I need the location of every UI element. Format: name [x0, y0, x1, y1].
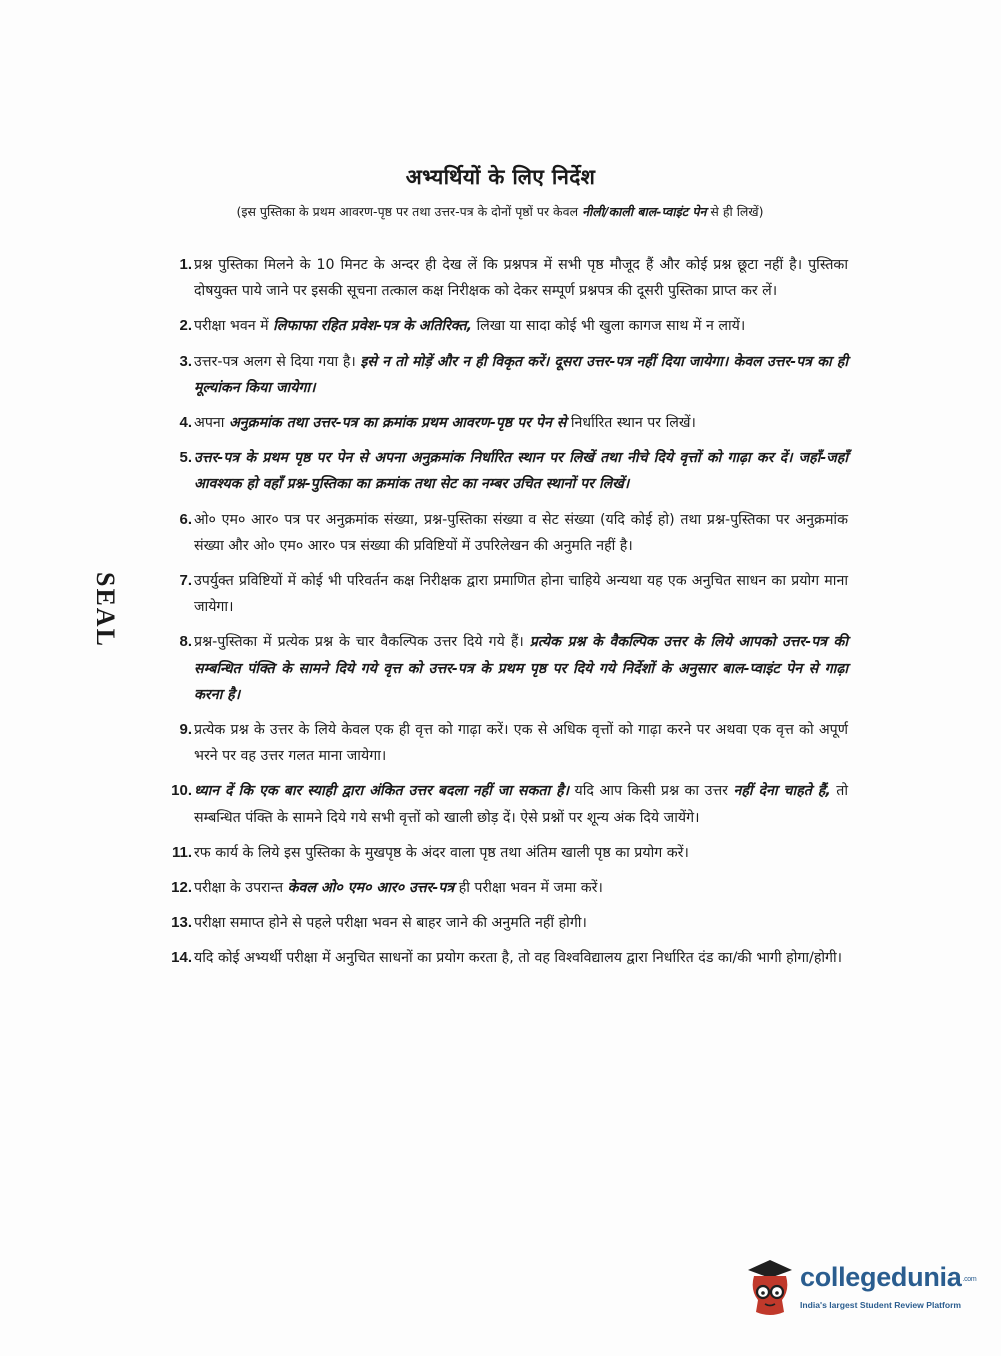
- instruction-emphasis: नहीं देना चाहते हैं,: [733, 783, 831, 800]
- page-subtitle: [150, 203, 850, 220]
- collegedunia-watermark: [744, 1256, 977, 1320]
- instruction-item: [158, 875, 848, 901]
- instruction-number: 14.: [171, 949, 192, 967]
- instruction-number: 8.: [179, 633, 192, 651]
- instruction-item: [158, 778, 848, 830]
- instruction-emphasis: अनुक्रमांक तथा उत्तर-पत्र का क्रमांक प्रथम आवरण-पृष्ठ पर पेन से: [228, 415, 567, 432]
- instruction-text: उपर्युक्त प्रविष्टियों में कोई भी परिवर्तन कक्ष निरीक्षक द्वारा प्रमाणित होना चाहिये अन्यथा यह एक अनुचित साधन का प्रयोग माना जायेगा।: [194, 573, 848, 616]
- instruction-text: अपना: [194, 415, 229, 432]
- instruction-item: [158, 840, 848, 866]
- instruction-number: 1.: [179, 256, 192, 273]
- instruction-item: [158, 313, 848, 339]
- instruction-text: ओ० एम० आर० पत्र पर अनुक्रमांक संख्या, प्रश्न-पुस्तिका संख्या व सेट संख्या (यदि कोई हो) तथा प्रश्न-पुस्तिका पर अनुक्रमांक संख्या और ओ० एम० आर० पत्र संख्या की प्रविष्टियों में उपरिलेखन की अनुमति नहीं है।: [194, 511, 848, 554]
- instruction-item: [158, 349, 848, 401]
- graduate-mascot-icon: [744, 1256, 796, 1320]
- subtitle-pre: (इस पुस्तिका के प्रथम आवरण-पृष्ठ पर तथा उत्तर-पत्र के दोनों पृष्ठों पर केवल: [236, 204, 583, 219]
- watermark-brand-suffix: .com: [962, 1276, 977, 1283]
- instruction-number: 10.: [171, 782, 192, 800]
- instruction-text: उत्तर-पत्र अलग से दिया गया है।: [194, 353, 361, 370]
- instruction-text: प्रश्न-पुस्तिका में प्रत्येक प्रश्न के चार वैकल्पिक उत्तर दिये गये हैं।: [194, 634, 530, 651]
- instruction-item: [158, 629, 848, 708]
- instruction-number: 11.: [171, 843, 192, 861]
- instruction-text: प्रत्येक प्रश्न के उत्तर के लिये केवल एक ही वृत्त को गाढ़ा करें। एक से अधिक वृत्तों को गाढ़ा करने पर अथवा एक वृत्त को अपूर्ण भरने पर वह उत्तर गलत माना जायेगा।: [194, 722, 848, 765]
- subtitle-post: से ही लिखें): [706, 204, 764, 219]
- watermark-brand-name: collegedunia: [800, 1262, 962, 1292]
- instruction-text: निर्धारित स्थान पर लिखें।: [566, 415, 696, 432]
- instruction-item: [158, 945, 848, 971]
- instruction-number: 3.: [179, 352, 192, 370]
- instruction-number: 9.: [179, 721, 192, 739]
- instruction-item: [158, 410, 848, 436]
- subtitle-emphasis: नीली/काली बाल-प्वाइंट पेन: [582, 204, 707, 219]
- instruction-item: [158, 568, 848, 620]
- instruction-number: 12.: [171, 879, 192, 897]
- instruction-number: 4.: [179, 414, 192, 432]
- instruction-item: [158, 507, 848, 559]
- instruction-emphasis: केवल ओ० एम० आर० उत्तर-पत्र: [287, 880, 455, 897]
- instruction-number: 6.: [179, 510, 192, 528]
- instruction-emphasis: लिफाफा रहित प्रवेश-पत्र के अतिरिक्त,: [273, 318, 472, 335]
- watermark-brand: [800, 1262, 975, 1293]
- page-title: अभ्यर्थियों के लिए निर्देश: [405, 165, 596, 189]
- instruction-number: 2.: [179, 317, 192, 335]
- instruction-number: 13.: [171, 914, 192, 932]
- instruction-text: ही परीक्षा भवन में जमा करें।: [454, 880, 603, 897]
- instruction-text: परीक्षा के उपरान्त: [194, 880, 288, 897]
- instruction-text: तो सम्बन्धित पंक्ति के सामने दिये गये सभी वृत्तों को खाली छोड़ दें। ऐसे प्रश्नों पर शून्य अंक दिये जायेंगे।: [194, 783, 848, 826]
- instruction-text: यदि कोई अभ्यर्थी परीक्षा में अनुचित साधनों का प्रयोग करता है, तो वह विश्वविद्यालय द्वारा निर्धारित दंड का/की भागी होगा/होगी।: [194, 950, 843, 967]
- instruction-text: परीक्षा समाप्त होने से पहले परीक्षा भवन से बाहर जाने की अनुमति नहीं होगी।: [194, 915, 587, 932]
- watermark-tagline: India's largest Student Review Platform: [800, 1300, 962, 1310]
- instruction-text: परीक्षा भवन में: [194, 318, 274, 335]
- instruction-item: [158, 717, 848, 769]
- instruction-item: [158, 445, 848, 497]
- instruction-item: [158, 252, 848, 304]
- instruction-emphasis: उत्तर-पत्र के प्रथम पृष्ठ पर पेन से अपना अनुक्रमांक निर्धारित स्थान पर लिखें तथा नीचे दिये वृत्तों को गाढ़ा कर दें। जहाँ-जहाँ आवश्यक हो वहाँ प्रश्न-पुस्तिका का क्रमांक तथा सेट का नम्बर उचित स्थानों पर लिखें।: [194, 450, 848, 493]
- instruction-text: लिखा या सादा कोई भी खुला कागज साथ में न लायें।: [471, 318, 746, 335]
- instruction-text: प्रश्न पुस्तिका मिलने के 10 मिनट के अन्दर ही देख लें कि प्रश्नपत्र में सभी पृष्ठ मौजूद हैं और कोई प्रश्न छूटा नहीं है। पुस्तिका दोषयुक्त पाये जाने पर इसकी सूचना तत्काल कक्ष निरीक्षक को देकर सम्पूर्ण प्रश्नपत्र की दूसरी पुस्तिका प्राप्त कर लें।: [194, 257, 848, 300]
- instruction-text: रफ कार्य के लिये इस पुस्तिका के मुखपृष्ठ के अंदर वाला पृष्ठ तथा अंतिम खाली पृष्ठ का प्रयोग करें।: [194, 844, 689, 861]
- instruction-item: [158, 910, 848, 936]
- instructions-list: [158, 252, 848, 981]
- instruction-text: यदि आप किसी प्रश्न का उत्तर: [569, 783, 734, 800]
- instruction-number: 7.: [179, 572, 192, 590]
- seal-stamp: SEAL: [91, 572, 120, 648]
- instruction-emphasis: प्रत्येक प्रश्न के वैकल्पिक उत्तर के लिये आपको उत्तर-पत्र की सम्बन्धित पंक्ति के सामने दिये गये वृत्त को उत्तर-पत्र के प्रथम पृष्ठ पर दिये गये निर्देशों के अनुसार बाल-प्वाइंट पेन से गाढ़ा करना है।: [194, 634, 848, 703]
- instruction-emphasis: ध्यान दें कि एक बार स्याही द्वारा अंकित उत्तर बदला नहीं जा सकता है।: [194, 783, 569, 800]
- instruction-number: 5.: [179, 449, 192, 467]
- instruction-emphasis: इसे न तो मोड़ें और न ही विकृत करें। दूसरा उत्तर-पत्र नहीं दिया जायेगा। केवल उत्तर-पत्र का ही मूल्यांकन किया जायेगा।: [194, 353, 848, 396]
